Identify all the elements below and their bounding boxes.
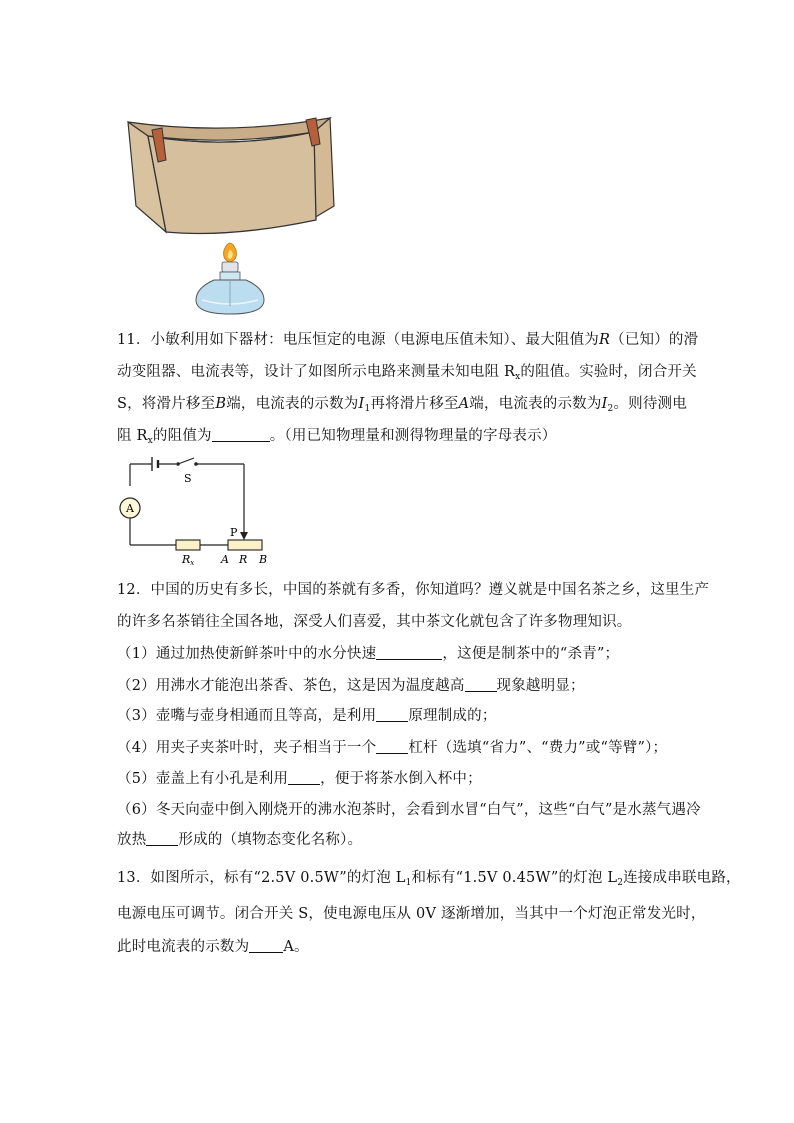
q12-part6-cont: 放热 形成的（填物态变化名称）。 — [117, 832, 363, 848]
switch-blade — [178, 458, 194, 464]
q11-line1: 11．小敏利用如下器材：电压恒定的电源（电源电压值未知）、最大阻值为R（已知）的滑 — [117, 332, 699, 348]
q12-blank-6 — [146, 831, 178, 846]
q12-line1: 12．中国的历史有多长，中国的茶就有多香，你知道吗？遵义就是中国名茶之乡，这里生产 — [117, 582, 710, 598]
q12-line2: 的许多名茶销往全国各地，深受人们喜爱，其中茶文化就包含了许多物理知识。 — [117, 614, 632, 630]
q11-line3: S，将滑片移至B端，电流表的示数为$I_1$再将滑片移至A端，电流表的示数为$I_2$。则待测电 — [117, 396, 687, 414]
q12-blank-4 — [376, 739, 408, 754]
q13-line2: 电源电压可调节。闭合开关 S，使电源电压从 0V 逐渐增加，当其中一个灯泡正常发光时， — [117, 906, 706, 922]
q13-line1: 13．如图所示，标有“2.5V 0.5W”的灯泡 $L_1$和标有“1.5V 0.45W”的灯泡 $L_2$连接成串联电路， — [117, 870, 741, 888]
ammeter-label: A — [126, 502, 134, 515]
rx-resistor — [176, 540, 200, 550]
paper-box-boiling-illustration — [118, 110, 346, 320]
q12-part3: （3）壶嘴与壶身相通而且等高，是利用 原理制成的； — [117, 708, 497, 724]
q12-part5: （5）壶盖上有小孔是利用 ，便于将茶水倒入杯中； — [117, 771, 482, 787]
r-label: R — [239, 553, 248, 566]
q11-line4: 阻 $R_x$的阻值为 。（用已知物理量和测得物理量的字母表示） — [117, 428, 557, 446]
switch-label: S — [184, 472, 192, 485]
q12-part1: （1）通过加热使新鲜茶叶中的水分快速 ，这便是制茶中的“杀青”； — [117, 646, 620, 662]
q12-blank-2 — [465, 677, 497, 692]
q13-answer-blank — [249, 938, 283, 953]
end-a-label: A — [221, 553, 229, 566]
q12-part6: （6）冬天向壶中倒入刚烧开的沸水泡茶时，会看到水冒“白气”，这些“白气”是水蒸气遇冷 — [117, 802, 701, 818]
q11-answer-blank — [212, 427, 270, 442]
q13-line3: 此时电流表的示数为 A。 — [117, 939, 309, 955]
q12-blank-5 — [288, 770, 320, 785]
end-b-label: B — [259, 553, 268, 566]
q12-blank-1 — [376, 645, 442, 660]
q12-part2: （2）用沸水才能泡出茶香、茶色，这是因为温度越高 现象越明显； — [117, 678, 585, 694]
q11-line2: 动变阻器、电流表等，设计了如图所示电路来测量未知电阻 $R_x$的阻值。实验时，闭合开关 — [117, 364, 697, 382]
rx-label: Rx — [182, 553, 195, 567]
rheostat — [228, 540, 262, 550]
q12-blank-3 — [376, 707, 408, 722]
slider-arrow — [240, 532, 248, 540]
slider-label: P — [230, 526, 238, 539]
q12-part4: （4）用夹子夹茶叶时，夹子相当于一个 杠杆（选填“省力”、“费力”或“等臂”）； — [117, 740, 668, 756]
q11-circuit-diagram — [118, 456, 278, 568]
